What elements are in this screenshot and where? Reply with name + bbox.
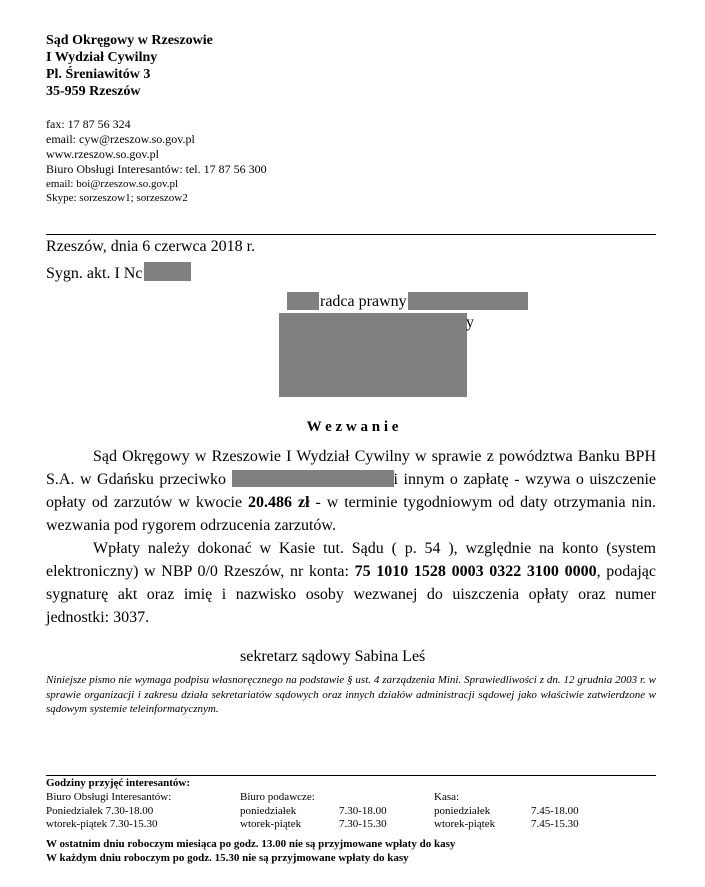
footer-note-2: W każdym dniu roboczym po godz. 15.30 nie są przyjmowane wpłaty do kasy	[46, 852, 409, 864]
hours-kasa-time2: 7.45-15.30	[531, 818, 579, 830]
contact-email: email: cyw@rzeszow.so.gov.pl	[46, 132, 195, 146]
hours-kasa-time1: 7.45-18.00	[531, 804, 579, 817]
redacted-addressee-prefix	[287, 292, 319, 310]
account-number: 75 1010 1528 0003 0322 3100 0000	[354, 563, 597, 580]
signature-note: Niniejsze pismo nie wymaga podpisu własnoręcznego na podstawie § ust. 4 zarządzenia Mini. Sprawiedliwości z dn. 12 grudnia 2003 r. w sprawie organizacji i zakresu działa sekretariatów sądowych oraz innych działów administracji sądowej jako właściwie zatwierdzone w sądowym systemie teleinformatycznym.	[46, 674, 656, 715]
redacted-addressee-address	[279, 313, 467, 397]
court-street: Pl. Śreniawitów 3	[46, 67, 151, 82]
contact-boi-email: email: boi@rzeszow.so.gov.pl	[46, 178, 179, 190]
addressee-trailing-letter: y	[466, 314, 474, 331]
redacted-addressee-name	[408, 292, 528, 310]
hours-podawcze-day1: poniedziałek	[240, 804, 297, 817]
signature-line: sekretarz sądowy Sabina Leś	[240, 648, 426, 665]
hours-kasa-day2: wtorek-piątek	[434, 818, 496, 830]
para1-text-b: i innym o zapłatę - wzywa o uiszczenie opłaty od zarzutów w kwocie	[46, 471, 656, 511]
para1-text-c: - w terminie tygodniowym od daty otrzymania nin. wezwania pod rygorem odrzucenia zarzutów.	[46, 494, 656, 534]
redacted-defendant	[232, 470, 394, 487]
para2-text-b: , podając sygnaturę akt oraz imię i nazwisko osoby wezwanej do uiszczenia opłaty oraz numer jednostki: 3037.	[46, 563, 657, 626]
hours-boi-row2: wtorek-piątek 7.30-15.30	[46, 818, 158, 830]
contact-block	[46, 117, 267, 177]
contact-www: www.rzeszow.so.gov.pl	[46, 147, 159, 161]
contact-fax: fax: 17 87 56 324	[46, 117, 131, 131]
hours-podawcze-time2: 7.30-15.30	[339, 818, 387, 830]
footer-note-1: W ostatnim dniu roboczym miesiąca po godz. 13.00 nie są przyjmowane wpłaty do kasy	[46, 838, 456, 850]
court-header	[46, 32, 213, 100]
fee-amount: 20.486 zł	[248, 494, 310, 511]
hours-boi	[46, 791, 171, 832]
hours-kasa-title: Kasa:	[434, 791, 460, 803]
para2-text-a: Wpłaty należy dokonać w Kasie tut. Sądu ( p. 54 ), względnie na konto (system elektroniczny) w NBP 0/0 Rzeszów, nr konta:	[46, 540, 656, 580]
redacted-case-number	[144, 262, 191, 281]
contact-block-small	[46, 178, 188, 205]
payment-paragraph	[46, 537, 656, 629]
contact-skype: Skype: sorzeszow1; sorzeszow2	[46, 191, 188, 204]
footer-divider	[46, 775, 656, 776]
document-title: W e z w a n i e	[306, 419, 399, 435]
case-reference: Sygn. akt. I Nc	[46, 265, 143, 282]
date-line: Rzeszów, dnia 6 czerwca 2018 r.	[46, 238, 256, 255]
hours-boi-title: Biuro Obsługi Interesantów:	[46, 791, 172, 803]
summons-paragraph	[46, 445, 656, 537]
addressee-title: radca prawny	[320, 293, 407, 310]
hours-podawcze-day2: wtorek-piątek	[240, 818, 302, 830]
hours-heading: Godziny przyjęć interesantów:	[46, 777, 190, 789]
court-city: 35-959 Rzeszów	[46, 84, 141, 99]
contact-boi: Biuro Obsługi Interesantów: tel. 17 87 56 300	[46, 162, 267, 176]
para1-text-a: Sąd Okręgowy w Rzeszowie I Wydział Cywilny w sprawie z powództwa Banku BPH S.A. w Gdańsku przeciwko	[46, 448, 656, 488]
court-name: Sąd Okręgowy w Rzeszowie	[46, 33, 213, 48]
hours-podawcze-time1: 7.30-18.00	[339, 804, 387, 817]
hours-podawcze-title: Biuro podawcze:	[240, 791, 315, 803]
court-department: I Wydział Cywilny	[46, 50, 158, 65]
hours-boi-row1: Poniedziałek 7.30-18.00	[46, 804, 154, 817]
hours-kasa-day1: poniedziałek	[434, 804, 491, 817]
